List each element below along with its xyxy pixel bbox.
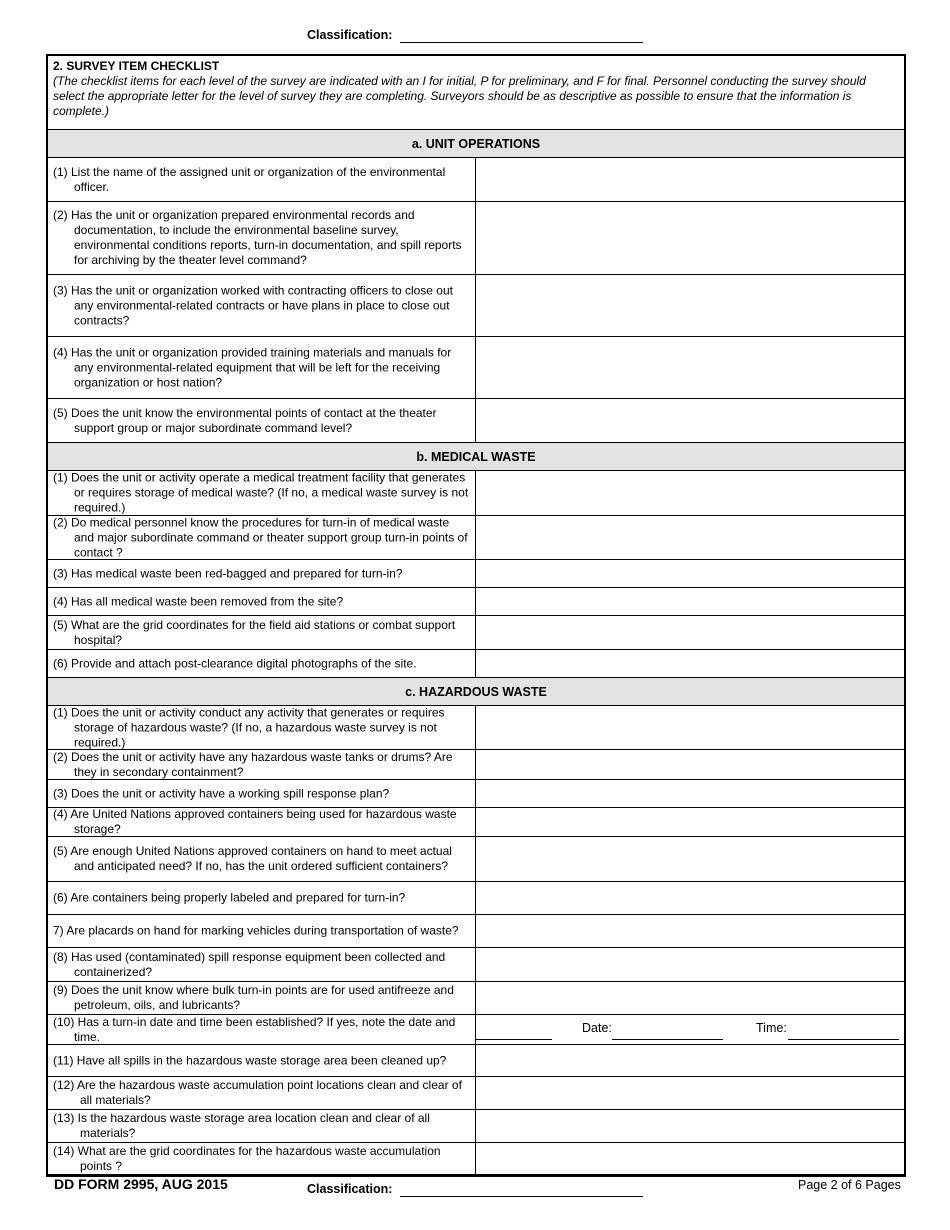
question-text: (3) Has the unit or organization worked with contracting officers to close out any environmental-related contracts or have plans in place to close out contracts? [53,283,453,327]
question-text: (14) What are the grid coordinates for the hazardous waste accumulation points ? [53,1143,441,1173]
checklist-row[interactable] [48,947,904,981]
checklist-row[interactable] [48,1109,904,1142]
question-text: (5) What are the grid coordinates for the field aid stations or combat support hospital? [53,617,456,647]
classification-label: Classification: [307,28,393,42]
checklist-row[interactable] [48,914,904,947]
checklist-row[interactable] [48,274,904,336]
date-label: Date: [582,1021,612,1035]
checklist-row[interactable] [48,705,904,749]
checklist-row[interactable] [48,881,904,914]
question-text: (4) Has the unit or organization provided training materials and manuals for any environmental-related equipment that will be left for the receiving organization or host nation? [53,345,452,389]
checklist-row[interactable] [48,201,904,274]
section-title: 2. SURVEY ITEM CHECKLIST [53,59,220,73]
question-text: (2) Does the unit or activity have any hazardous waste tanks or drums? Are they in secondary containment? [53,749,453,779]
checklist-row[interactable] [48,615,904,649]
hazardous-waste-header: c. HAZARDOUS WASTE [48,677,904,705]
checklist-row[interactable] [48,398,904,442]
checklist-row[interactable] [48,779,904,807]
question-text: (3) Does the unit or activity have a working spill response plan? [53,786,390,800]
checklist-row[interactable] [48,1142,904,1174]
question-text: (6) Provide and attach post-clearance digital photographs of the site. [53,656,417,670]
checklist-row[interactable] [48,157,904,201]
question-text: (1) List the name of the assigned unit or organization of the environmental officer. [53,164,446,194]
question-text: (5) Does the unit know the environmental points of contact at the theater support group or major subordinate command level? [53,405,437,435]
question-text: 7) Are placards on hand for marking vehicles during transportation of waste? [53,923,459,938]
checklist-row[interactable] [48,981,904,1014]
question-text: (5) Are enough United Nations approved containers on hand to meet actual and anticipated need? If no, has the unit ordered sufficient containers? [53,844,452,873]
time-field[interactable] [788,1039,899,1040]
page-number: Page 2 of 6 Pages [798,1178,901,1192]
checklist-row[interactable] [48,336,904,398]
question-text: (3) Has medical waste been red-bagged and prepared for turn-in? [53,566,403,580]
section-description: (The checklist items for each level of the survey are indicated with an I for initial, P for preliminary, and F for final. Personnel conducting the survey should select the appropriate letter for the level of survey they are completing. Surveyors should be as descriptive as possible to ensure that the information is complete.) [53,74,866,118]
question-text: (2) Do medical personnel know the procedures for turn-in of medical waste and major subordinate command or theater support group turn-in points of contact ? [53,515,468,559]
section-2-header [48,56,904,129]
question-text: (1) Does the unit or activity operate a medical treatment facility that generates or requires storage of medical waste? (If no, a medical waste survey is not required.) [53,470,469,515]
checklist-row[interactable] [48,559,904,587]
question-text: (13) Is the hazardous waste storage area location clean and clear of all materials? [53,1111,430,1140]
checklist-row[interactable] [48,470,904,515]
question-text: (8) Has used (contaminated) spill response equipment been collected and containerized? [53,949,446,979]
date-field[interactable] [612,1039,723,1040]
checklist-row[interactable] [48,649,904,677]
question-text: (11) Have all spills in the hazardous waste storage area been cleaned up? [53,1053,447,1067]
checklist-row[interactable] [48,515,904,559]
checklist-row[interactable] [48,1014,904,1044]
medical-waste-header: b. MEDICAL WASTE [48,442,904,470]
question-text: (6) Are containers being properly labeled and prepared for turn-in? [53,890,406,905]
classification-label: Classification: [307,1182,393,1196]
checklist-row[interactable] [48,1044,904,1076]
checklist-row[interactable] [48,749,904,779]
question-text: (2) Has the unit or organization prepared environmental records and documentation, to include the environmental baseline survey, environmental conditions reports, turn-in documentation, and spill reports for archiving by the theater level command? [53,208,462,267]
unit-operations-header: a. UNIT OPERATIONS [48,129,904,157]
survey-form [46,54,906,1177]
question-text: (4) Are United Nations approved containers being used for hazardous waste storage? [53,807,457,836]
date-time-fields [476,1015,904,1044]
time-label: Time: [756,1021,787,1035]
question-text: (10) Has a turn-in date and time been established? If yes, note the date and time. [53,1014,456,1044]
classification-field[interactable] [400,42,643,43]
checklist-row[interactable] [48,836,904,881]
answer-line[interactable] [476,1039,552,1040]
checklist-row[interactable] [48,807,904,836]
checklist-row[interactable] [48,1076,904,1109]
form-id: DD FORM 2995, AUG 2015 [54,1176,228,1192]
question-text: (4) Has all medical waste been removed from the site? [53,594,344,608]
classification-top [0,28,950,48]
question-text: (12) Are the hazardous waste accumulation point locations clean and clear of all materials? [53,1078,462,1107]
classification-field[interactable] [400,1196,643,1197]
question-text: (9) Does the unit know where bulk turn-in points are for used antifreeze and petroleum, oils, and lubricants? [53,983,454,1012]
checklist-row[interactable] [48,587,904,615]
question-text: (1) Does the unit or activity conduct any activity that generates or requires storage of hazardous waste? (If no, a hazardous waste survey is not required.) [53,705,445,749]
